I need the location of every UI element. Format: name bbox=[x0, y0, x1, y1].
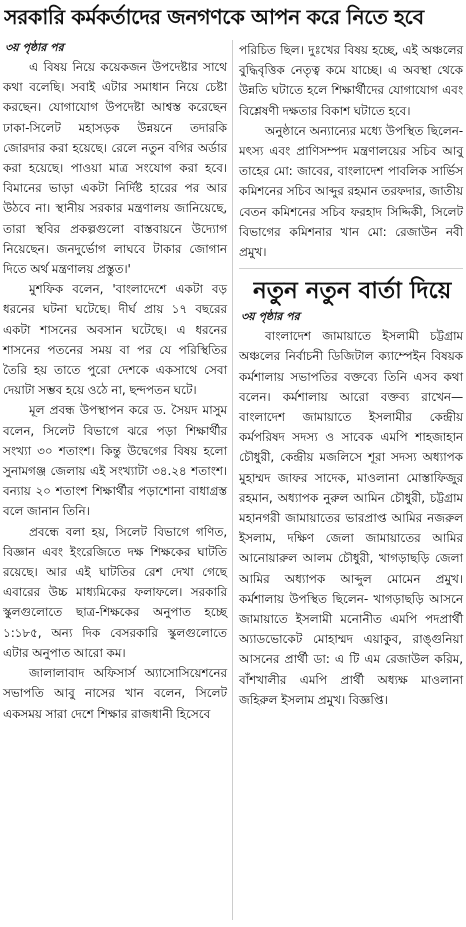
continued-from-label: ৩য় পৃষ্ঠার পর bbox=[5, 41, 64, 54]
article-paragraph: পরিচিত ছিল। দুঃখের বিষয় হচ্ছে, এই অঞ্চলের বুদ্ধিবৃত্তিক নেতৃত্ব কমে যাচ্ছে। এ অবস্থা থেকে উন্নতি ঘটাতে হলে শিক্ষার্থীদের যোগাযোগ এবং বিশ্লেষণী দক্ষতার বিকাশ ঘটাতে হবে। bbox=[239, 43, 463, 118]
article-paragraph: মূল প্রবন্ধ উপস্থাপন করে ড. সৈয়দ মাসুম বলেন, সিলেট বিভাগে ঝরে পড়া শিক্ষার্থীর সংখ্যা ৩০ শতাংশ। কিন্তু উদ্বেগের বিষয় হলো সুনামগঞ্জ জেলায় এই সংখ্যাটা ৩৪.২৪ শতাংশ। বন্যায় ২০ শতাংশ শিক্ষার্থীর পড়াশোনা বাধাগ্রস্ত বলে জানান তিনি। bbox=[3, 403, 227, 519]
article-paragraph: প্রবন্ধে বলা হয়, সিলেট বিভাগে গণিত, বিজ্ঞান এবং ইংরেজিতে দক্ষ শিক্ষকের ঘাটতি রয়েছে। আর এই ঘাটতির রেশ দেখা গেছে এবারের উচ্চ মাধ্যমিকের ফলাফলে। সরকারি স্কুলগুলোতে ছাত্র-শিক্ষকের অনুপাত হচ্ছে ১:১৮৫, অন্য দিক বেসরকারি স্কুলগুলোতে এটার অনুপাত আরো কম। bbox=[3, 524, 227, 660]
second-story-headline: নতুন নতুন বার্তা দিয়ে bbox=[253, 278, 452, 305]
story-divider bbox=[239, 268, 463, 269]
article-paragraph: মুশফিক বলেন, 'বাংলাদেশে একটা বড় ধরনের ঘটনা ঘটেছে। দীর্ঘ প্রায় ১৭ বছরের একটা শাসনের অবসান ঘটেছে। এ ধরনের শাসনের পতনের সময় বা পর যে পরিস্থিতির তৈরি হয় তাতে পুরো দেশকে একসাথে সেবা দেয়াটা সম্ভব হয়ে ওঠে না, ছন্দপতন ঘটে। bbox=[3, 282, 227, 398]
article-paragraph: জালালাবাদ অফিসার্স অ্যাসোসিয়েশনের সভাপতি আবু নাসের খান বলেন, সিলেট একসময় সারা দেশে শিক্ষার রাজধানী হিসেবে bbox=[3, 666, 227, 721]
article-paragraph: অনুষ্ঠানে অন্যান্যের মধ্যে উপস্থিত ছিলেন- মৎস্য এবং প্রাণিসম্পদ মন্ত্রণালয়ের সচিব আবু তাহের মো: জাবের, বাংলাদেশ পাবলিক সার্ভিস কমিশনের সচিব আব্দুর রহমান তরফদার, জাতীয় বেতন কমিশনের সচিব ফরহাদ সিদ্দিকী, সিলেট বিভাগের কমিশনার খান মো: রেজাউন নবী প্রমুখ। bbox=[239, 123, 463, 260]
article-paragraph: এ বিষয় নিয়ে কয়েকজন উপদেষ্টার সাথে কথা বলেছি। সবাই এটার সমাধান নিয়ে চেষ্টা করছেন। যোগাযোগ উপদেষ্টা আশ্বস্ত করেছেন ঢাকা-সিলেট মহাসড়ক উন্নয়নে তদারকি জোরদার করা হয়েছে। রেলে নতুন বগির অর্ডার করা হয়েছে। পাওয়া মাত্র সংযোগ করা হবে। বিমানের ভাড়া একটা নির্দিষ্ট হারের পর আর উঠবে না। স্থানীয় সরকার মন্ত্রণালয় জানিয়েছে, তারা স্থবির প্রকল্পগুলো বাস্তবায়নে উদ্যোগ নিয়েছেন। জনদুর্ভোগ লাঘবে টাকার জোগান দিতে অর্থ মন্ত্রণালয় প্রস্তুত।' bbox=[3, 60, 227, 277]
left-column bbox=[3, 40, 227, 724]
page-headline: সরকারি কর্মকর্তাদের জনগণকে আপন করে নিতে হবে bbox=[4, 5, 424, 29]
article-paragraph: বাংলাদেশ জামায়াতে ইসলামী চট্টগ্রাম অঞ্চলের নির্বাচনী ডিজিটাল ক্যাম্পেইন বিষয়ক কর্মশালায় সভাপতির বক্তব্যে তিনি এসব কথা বলেন। কর্মশালায় আরো বক্তব্য রাখেন— বাংলাদেশ জামায়াতে ইসলামীর কেন্দ্রীয় কর্মপরিষদ সদস্য ও সাবেক এমপি শাহজাহান চৌধুরী, কেন্দ্রীয় মজলিসে শূরা সদস্য অধ্যাপক মুহাম্মদ জাফর সাদেক, মাওলানা মোস্তাফিজুর রহমান, অধ্যাপক নুরুল আমিন চৌধুরী, চট্টগ্রাম মহানগরী জামায়াতের ভারপ্রাপ্ত আমির নজরুল ইসলাম, দক্ষিণ জেলা জামায়াতের আমির আনোয়ারুল আলম চৌধুরী, খাগড়াছড়ি জেলা আমির অধ্যাপক আব্দুল মোমেন প্রমুখ। কর্মশালায় উপস্থিত ছিলেন- খাগড়াছড়ি আসনে জামায়াতে ইসলামী মনোনীত এমপি পদপ্রার্থী অ্যাডভোকেট মোহাম্মদ এয়াকুব, রাঙ্গুনিয়া আসনের প্রার্থী ডা: এ টি এম রেজাউল করিম, বাঁশখালীর এমপি প্রার্থী অধ্যক্ষ মাওলানা জহিরুল ইসলাম প্রমুখ। বিজ্ঞপ্তি। bbox=[239, 329, 463, 707]
right-column bbox=[239, 40, 463, 710]
continued-from-label: ৩য় পৃষ্ঠার পর bbox=[241, 310, 300, 324]
column-divider bbox=[232, 40, 233, 920]
